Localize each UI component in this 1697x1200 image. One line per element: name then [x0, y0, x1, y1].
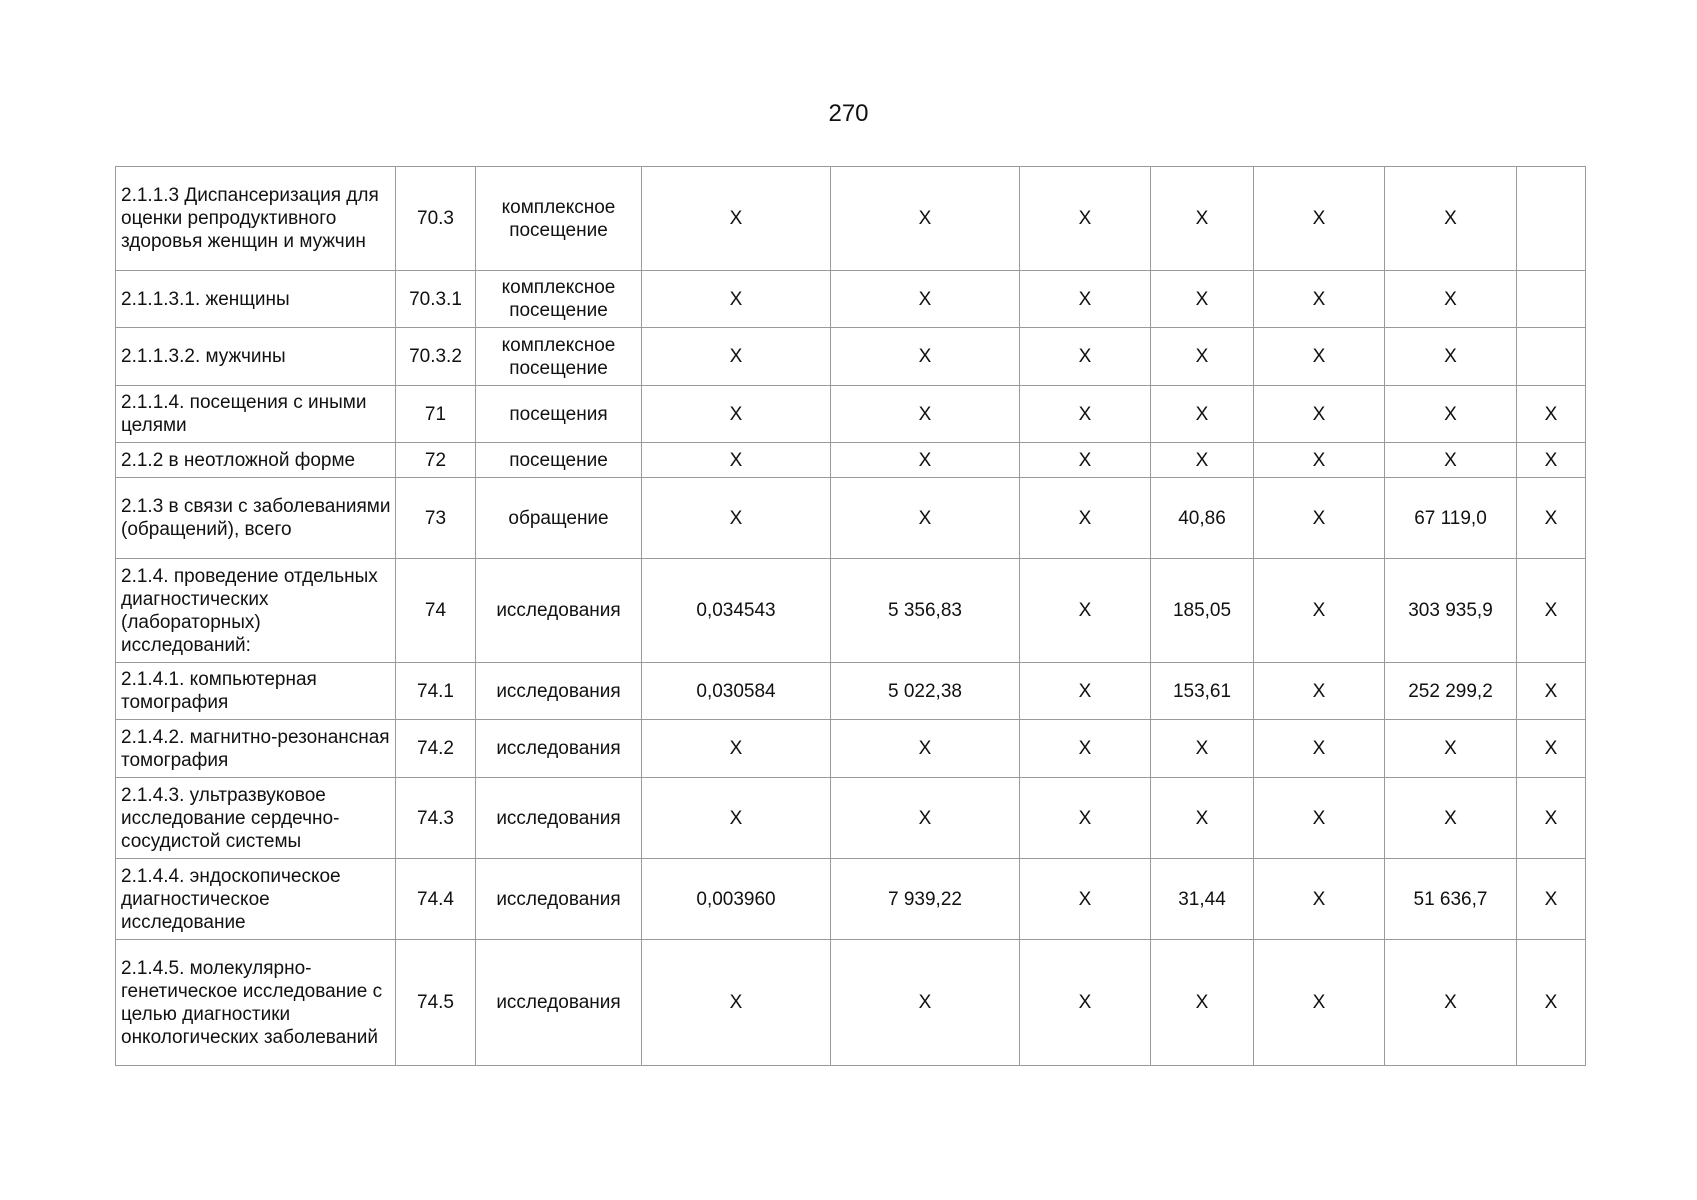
row-value-cell: X — [642, 720, 831, 778]
row-value-cell: X — [1254, 859, 1385, 940]
row-unit-cell: исследования — [476, 778, 642, 859]
table-body — [116, 167, 1586, 1066]
row-value-cell: X — [1151, 778, 1254, 859]
row-value-cell: X — [642, 778, 831, 859]
row-unit-cell: исследования — [476, 720, 642, 778]
row-value-cell: X — [1151, 720, 1254, 778]
row-value-cell: X — [1020, 663, 1151, 720]
table-row — [116, 167, 1586, 271]
page-number: 270 — [828, 100, 869, 127]
table-row — [116, 443, 1586, 478]
row-name-cell: 2.1.1.3 Диспансеризация для оценки репродуктивного здоровья женщин и мужчин — [116, 167, 396, 271]
row-value-cell: 153,61 — [1151, 663, 1254, 720]
row-value-cell: X — [642, 940, 831, 1066]
row-unit-cell: исследования — [476, 940, 642, 1066]
row-value-cell: X — [1254, 720, 1385, 778]
row-unit-cell: посещение — [476, 443, 642, 478]
row-value-cell: 5 356,83 — [831, 559, 1020, 663]
row-value-cell: X — [831, 167, 1020, 271]
row-value-cell: X — [1385, 271, 1517, 328]
row-value-cell: X — [1254, 559, 1385, 663]
row-code-cell: 74.2 — [396, 720, 476, 778]
row-value-cell: X — [642, 167, 831, 271]
row-name-cell: 2.1.4. проведение отдельных диагностических (лабораторных) исследований: — [116, 559, 396, 663]
row-value-cell: X — [1020, 559, 1151, 663]
row-value-cell: X — [1020, 328, 1151, 386]
row-value-cell: X — [1151, 167, 1254, 271]
row-value-cell: X — [642, 328, 831, 386]
row-name-cell: 2.1.1.3.2. мужчины — [116, 328, 396, 386]
row-value-cell: 5 022,38 — [831, 663, 1020, 720]
row-code-cell: 73 — [396, 478, 476, 559]
row-unit-cell: исследования — [476, 859, 642, 940]
table-row — [116, 271, 1586, 328]
row-value-cell: 51 636,7 — [1385, 859, 1517, 940]
row-name-cell: 2.1.2 в неотложной форме — [116, 443, 396, 478]
row-value-cell: X — [1385, 940, 1517, 1066]
row-value-cell: 185,05 — [1151, 559, 1254, 663]
row-unit-cell: исследования — [476, 663, 642, 720]
row-value-cell: X — [1517, 778, 1586, 859]
row-value-cell: X — [831, 478, 1020, 559]
row-name-cell: 2.1.4.5. молекулярно-генетическое исследование с целью диагностики онкологических заболеваний — [116, 940, 396, 1066]
row-value-cell — [1517, 167, 1586, 271]
row-value-cell: X — [831, 940, 1020, 1066]
row-code-cell: 70.3 — [396, 167, 476, 271]
row-code-cell: 74 — [396, 559, 476, 663]
row-value-cell: X — [1517, 443, 1586, 478]
row-code-cell: 72 — [396, 443, 476, 478]
row-value-cell: X — [1517, 559, 1586, 663]
table-row — [116, 663, 1586, 720]
row-code-cell: 74.3 — [396, 778, 476, 859]
row-name-cell: 2.1.3 в связи с заболеваниями (обращений), всего — [116, 478, 396, 559]
row-value-cell: X — [642, 443, 831, 478]
row-value-cell: 67 119,0 — [1385, 478, 1517, 559]
row-value-cell: X — [1020, 271, 1151, 328]
row-name-cell: 2.1.4.4. эндоскопическое диагностическое исследование — [116, 859, 396, 940]
row-value-cell: 7 939,22 — [831, 859, 1020, 940]
row-code-cell: 74.5 — [396, 940, 476, 1066]
table-row — [116, 720, 1586, 778]
row-code-cell: 74.1 — [396, 663, 476, 720]
row-value-cell: X — [1254, 778, 1385, 859]
row-unit-cell: комплексное посещение — [476, 167, 642, 271]
row-value-cell: X — [1385, 720, 1517, 778]
table-row — [116, 328, 1586, 386]
row-value-cell: X — [1517, 663, 1586, 720]
row-code-cell: 71 — [396, 386, 476, 443]
row-value-cell: X — [831, 328, 1020, 386]
row-value-cell: X — [642, 386, 831, 443]
row-code-cell: 74.4 — [396, 859, 476, 940]
row-value-cell: X — [831, 271, 1020, 328]
row-value-cell: X — [1385, 328, 1517, 386]
table-row — [116, 778, 1586, 859]
row-value-cell: 40,86 — [1151, 478, 1254, 559]
row-value-cell: X — [1385, 386, 1517, 443]
row-value-cell: X — [831, 720, 1020, 778]
row-value-cell: X — [1517, 859, 1586, 940]
row-value-cell: X — [1020, 940, 1151, 1066]
row-value-cell: X — [1020, 386, 1151, 443]
row-value-cell: X — [1020, 478, 1151, 559]
row-value-cell: X — [1151, 940, 1254, 1066]
row-unit-cell: исследования — [476, 559, 642, 663]
row-name-cell: 2.1.4.1. компьютерная томография — [116, 663, 396, 720]
row-value-cell: X — [642, 271, 831, 328]
row-value-cell: X — [1385, 778, 1517, 859]
row-value-cell: X — [1020, 720, 1151, 778]
row-value-cell: X — [1254, 478, 1385, 559]
row-value-cell: X — [1254, 663, 1385, 720]
row-value-cell: X — [1151, 328, 1254, 386]
row-value-cell — [1517, 271, 1586, 328]
row-unit-cell: комплексное посещение — [476, 328, 642, 386]
row-value-cell — [1517, 328, 1586, 386]
row-unit-cell: посещения — [476, 386, 642, 443]
row-value-cell: X — [1151, 443, 1254, 478]
row-code-cell: 70.3.2 — [396, 328, 476, 386]
row-value-cell: X — [1517, 386, 1586, 443]
row-value-cell: X — [1517, 940, 1586, 1066]
table-row — [116, 559, 1586, 663]
table-row — [116, 859, 1586, 940]
row-value-cell: X — [1254, 167, 1385, 271]
row-value-cell: 0,030584 — [642, 663, 831, 720]
row-value-cell: X — [1385, 167, 1517, 271]
row-name-cell: 2.1.4.2. магнитно-резонансная томография — [116, 720, 396, 778]
row-value-cell: X — [1254, 443, 1385, 478]
row-value-cell: X — [831, 443, 1020, 478]
row-value-cell: X — [1254, 271, 1385, 328]
row-code-cell: 70.3.1 — [396, 271, 476, 328]
row-value-cell: X — [1020, 859, 1151, 940]
row-value-cell: X — [1020, 778, 1151, 859]
row-value-cell: 252 299,2 — [1385, 663, 1517, 720]
row-value-cell: X — [1151, 271, 1254, 328]
table-row — [116, 478, 1586, 559]
row-value-cell: X — [831, 386, 1020, 443]
row-value-cell: X — [1254, 386, 1385, 443]
row-value-cell: X — [1517, 478, 1586, 559]
row-value-cell: X — [1517, 720, 1586, 778]
row-value-cell: 303 935,9 — [1385, 559, 1517, 663]
row-name-cell: 2.1.1.3.1. женщины — [116, 271, 396, 328]
row-unit-cell: комплексное посещение — [476, 271, 642, 328]
row-name-cell: 2.1.4.3. ультразвуковое исследование сердечно-сосудистой системы — [116, 778, 396, 859]
row-value-cell: 0,003960 — [642, 859, 831, 940]
row-unit-cell: обращение — [476, 478, 642, 559]
row-value-cell: 31,44 — [1151, 859, 1254, 940]
row-value-cell: 0,034543 — [642, 559, 831, 663]
table-row — [116, 386, 1586, 443]
data-table — [115, 166, 1586, 1066]
row-value-cell: X — [1254, 940, 1385, 1066]
row-value-cell: X — [1151, 386, 1254, 443]
row-value-cell: X — [1020, 443, 1151, 478]
row-name-cell: 2.1.1.4. посещения с иными целями — [116, 386, 396, 443]
row-value-cell: X — [1020, 167, 1151, 271]
row-value-cell: X — [831, 778, 1020, 859]
row-value-cell: X — [1254, 328, 1385, 386]
row-value-cell: X — [1385, 443, 1517, 478]
row-value-cell: X — [642, 478, 831, 559]
table-row — [116, 940, 1586, 1066]
